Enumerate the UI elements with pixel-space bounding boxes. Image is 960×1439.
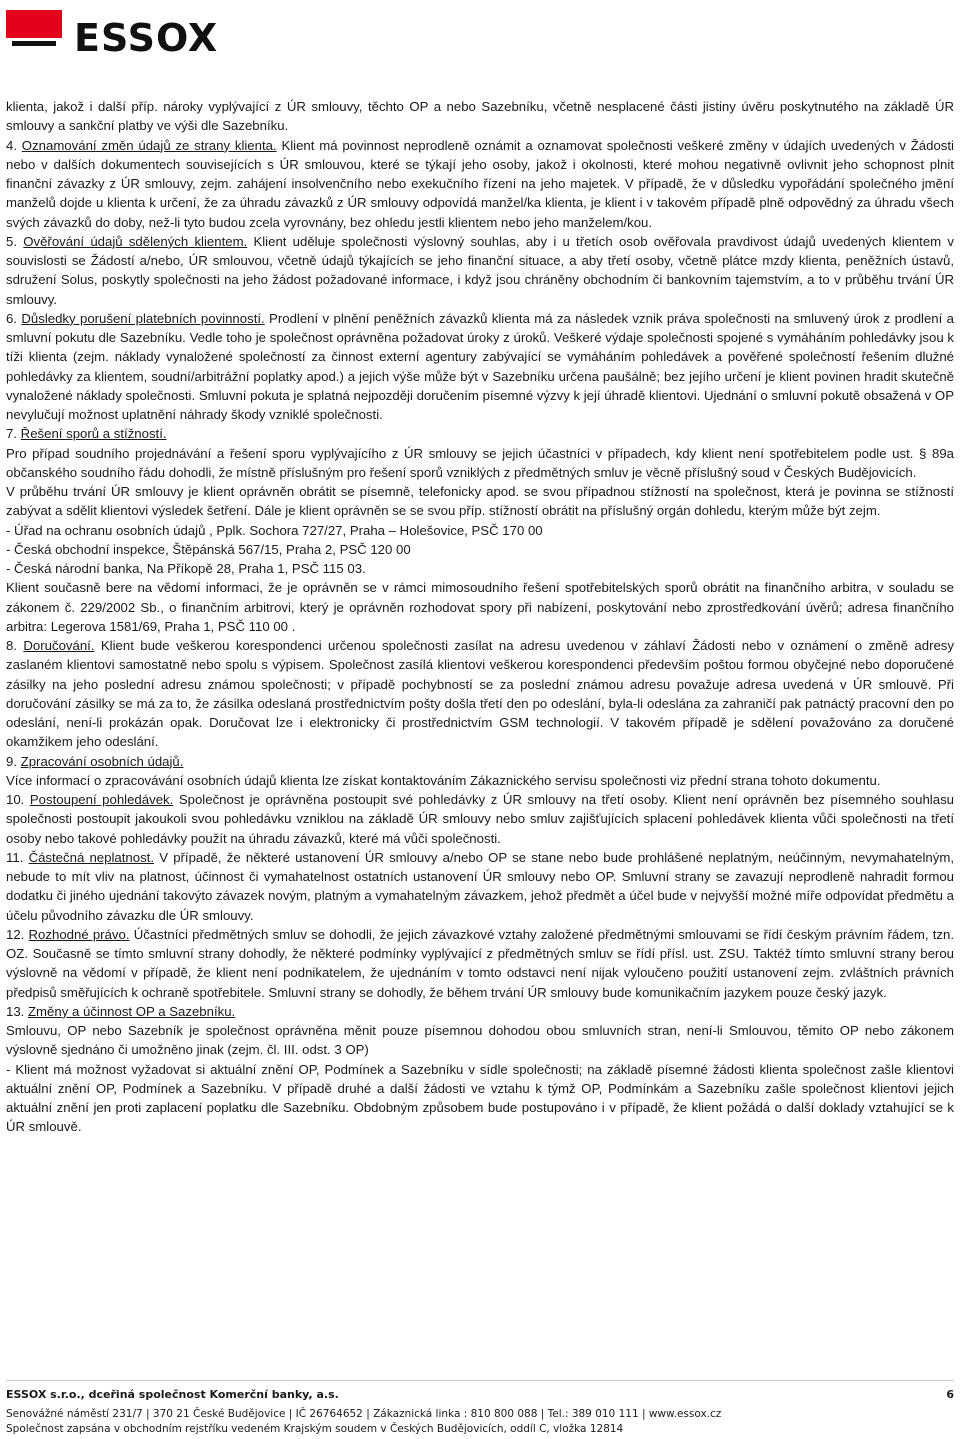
- paragraph: [6, 540, 954, 559]
- paragraph-text: Prodlení v plnění peněžních závazků klienta má za následek vznik práva společnosti na smluvený úrok z prodlení a smluvní pokutu dle Sazebníku. Vedle toho je společnost oprávněna požadovat úroky z úroků. Veškeré výdaje společnosti spojené s vymáháním pohledávky jsou k tíži klienta (zejm. náklady vynaložené společností za činnost externí agentury zabývající se vymáháním pohledávek a pověřené společností řešením dlužné pohledávky za klientem, soudní/arbitrážní poplatky apod.) a jejich výše může být v Sazebníku určena paušálně; bez jejího určení je klient povinen hradit skutečně vynaložené náklady společnosti. Smluvní pokuta je splatná nejpozději doručením písemné výzvy k její úhradě klientovi. Ujednání o smluvní pokutě obsažená v OP nevylučují možnost uplatnění náhrady škody vzniklé společnosti.: [6, 310, 954, 422]
- paragraph: [6, 790, 954, 848]
- section-number: 7.: [6, 426, 21, 442]
- section-title: Rozhodné právo.: [28, 926, 130, 942]
- paragraph-text: - Klient má možnost vyžadovat si aktuální znění OP, Podmínek a Sazebníku v sídle společnosti; na základě písemné žádosti klienta společnost zašle klientovi aktuální znění OP, Podmínek a Sazebníku. V případě druhé a další žádosti ve vztahu k týmž OP, Podmínkám a Sazebníku zašle společnost klientovi jejich aktuální znění jen proti zaplacení poplatku dle Sazebníku. Obdobným způsobem bude postupováno i v případě, že klient požádá o další doklady vztahující se k ÚR smlouvě.: [6, 1061, 954, 1135]
- paragraph-text: V případě, že některé ustanovení ÚR smlouvy a/nebo OP se stane nebo bude prohlášené neplatným, neúčinným, nevymahatelným, nebude to mít vliv na platnost, účinnost či vymahatelnost ostatních ustanovení ÚR smlouvy nebo OP. Smluvní strany se zavazují neprodleně nahradit formou dodatku či jiného ujednání takovýto závazek novým, platným a vymahatelným závazkem, jehož předmět a účel bude v nejvyšší možné míře odpovídat předmětu a účelu původního závazku dle ÚR smlouvy.: [6, 849, 954, 923]
- paragraph-text: - Česká obchodní inspekce, Štěpánská 567/15, Praha 2, PSČ 120 00: [6, 541, 411, 557]
- paragraph: [6, 559, 954, 578]
- section-number: 4.: [6, 137, 22, 153]
- paragraph: [6, 309, 954, 425]
- paragraph: [6, 848, 954, 925]
- brand-name: ESSOX: [74, 16, 219, 60]
- paragraph-text: Klient současně bere na vědomí informaci, že je oprávněn se v rámci mimosoudního řešení spotřebitelských sporů obrátit na finančního arbitra, v souladu se zákonem č. 229/2002 Sb., o finančním arbitrovi, který je oprávněn rozhodovat spory při nabízení, poskytování nebo zprostředkování úvěrů; adresa finančního arbitra: Legerova 1581/69, Praha 1, PSČ 110 00 .: [6, 580, 954, 634]
- section-number: 13.: [6, 1003, 28, 1019]
- section-title: Zpracování osobních údajů.: [20, 753, 184, 769]
- section-number: 10.: [6, 792, 30, 807]
- paragraph-text: Více informací o zpracovávání osobních údajů klienta lze získat kontaktováním Zákaznického servisu společnosti viz přední strana tohoto dokumentu.: [6, 772, 881, 788]
- paragraph-text: Klient uděluje společnosti výslovný souhlas, aby i u třetích osob ověřovala pravdivost údajů uvedených klientem v souvislosti se Žádostí a/nebo, ÚR smlouvou, včetně údajů týkajících se jeho finanční situace, a aby třetí osoby, včetně plátce mzdy klienta, peněžních ústavů, sdružení Solus, poskytly společnosti na jeho žádost požadované informace, i když jsou chráněny obchodním či bankovním tajemstvím, a to v průběhu trvání ÚR smlouvy.: [6, 233, 955, 307]
- section-title: Doručování.: [23, 638, 95, 653]
- paragraph: [6, 1060, 954, 1137]
- paragraph: [6, 1002, 954, 1021]
- section-number: 8.: [6, 638, 24, 653]
- footer-address: Senovážné náměstí 231/7 | 370 21 České Budějovice | IČ 26764652 | Zákaznická linka : 810 800 088 | Tel.: 389 010 111 | www.essox.cz: [6, 1408, 722, 1420]
- paragraph-text: V průběhu trvání ÚR smlouvy je klient oprávněn obrátit se písemně, telefonicky apod. se svou případnou stížností na společnost, která je povinna se stížností zabývat a sdělit klientovi výsledek šetření. Dále je klient oprávněn se se svou příp. stížností obrátit na příslušný orgán dohledu, kterým může být zejm.: [6, 484, 954, 519]
- paragraph: [6, 424, 954, 443]
- paragraph-text: Smlouvu, OP nebo Sazebník je společnost oprávněna měnit pouze písemnou dohodou obou smluvních stran, není-li Smlouvou, těmito OP nebo zákonem výslovně sjednáno či umožněno jinak (zejm. čl. III. odst. 3 OP): [6, 1023, 954, 1058]
- paragraph-text: Pro případ soudního projednávání a řešení sporu vyplývajícího z ÚR smlouvy se jejich účastníci v případech, kdy klient není spotřebitelem podle ust. § 89a občanského soudního řádu dohodli, že místně příslušným pro řešení sporů vzniklých z předmětných smluv je věcně příslušný soud v Českých Budějovicích.: [6, 445, 954, 480]
- section-number: 5.: [6, 233, 24, 249]
- paragraph-text: Společnost je oprávněna postoupit své pohledávky z ÚR smlouvy na třetí osoby. Klient není oprávněn bez písemného souhlasu společnosti postoupit jakoukoli svou pohledávku vzniklou na základě ÚR smlouvy nebo smluv zajišťujících splacení pohledávek klienta vůči společnosti na třetí osoby nebo takové pohledávky použít na úhradu závazků, které má vůči společnosti.: [6, 792, 955, 846]
- page-number: 6: [946, 1388, 954, 1401]
- footer-company: ESSOX s.r.o., dceřiná společnost Komerční banky, a.s.: [6, 1388, 339, 1401]
- paragraph: [6, 578, 954, 636]
- document-body: [6, 97, 954, 1137]
- paragraph-text: - Česká národní banka, Na Příkopě 28, Praha 1, PSČ 115 03.: [6, 561, 366, 576]
- section-title: Oznamování změn údajů ze strany klienta.: [21, 137, 277, 153]
- section-title: Řešení sporů a stížností.: [20, 426, 167, 442]
- section-title: Postoupení pohledávek.: [29, 792, 174, 807]
- paragraph: [6, 752, 954, 771]
- section-number: 11.: [6, 849, 29, 865]
- paragraph: [6, 1021, 954, 1060]
- paragraph-text: - Úřad na ochranu osobních údajů , Pplk. Sochora 727/27, Praha – Holešovice, PSČ 170 00: [6, 522, 543, 538]
- paragraph: [6, 771, 954, 790]
- paragraph-text: Účastníci předmětných smluv se dohodli, že jejich závazkové vztahy založené předmětnými smlouvami se řídí českým právním řádem, tzn. OZ. Současně se tímto smluvní strany dohodly, že některé podmínky vyplývající z předmětných smluv se řídí přísl. ust. ZSU. Taktéž tímto smluvní strany berou výslovně na vědomí v případě, že klient není podnikatelem, že ujednáním v tomto odstavci není nijak vyloučeno použití ustanovení zejm. zvláštních právních předpisů směřujících k ochraně spotřebitele. Smluvní strany se dohodly, že během trvání ÚR smlouvy bude komunikačním jazykem pouze český jazyk.: [6, 926, 954, 1000]
- paragraph-text: Klient má povinnost neprodleně oznámit a oznamovat společnosti veškeré změny v údajích uvedených v Žádosti nebo v dalších dokumentech souvisejících s ÚR smlouvou, které se týkají jeho osoby, jakož i okolnosti, které mohou negativně ovlivnit jeho schopnost plnit finanční závazky z ÚR smlouvy, zejm. zahájení insolvenčního nebo exekučního řízení na jeho majetek. V případě, že v důsledku vypořádání společného jmění manželů dojde u klienta k určení, že za úhradu závazků z ÚR smlouvy odpovídá manžel/ka klienta, je klient i v takovém případě plně odpovědný za úhradu všech svých závazků do doby, než-li tyto budou zcela vyrovnány, bez ohledu jestli klientem nebo jeho manželem/kou.: [6, 137, 954, 230]
- paragraph: [6, 636, 954, 752]
- paragraph: [6, 482, 954, 521]
- footer-registry: Společnost zapsána v obchodním rejstříku vedeném Krajským soudem v Českých Budějovicích, oddíl C, vložka 12814: [6, 1423, 624, 1435]
- section-title: Ověřování údajů sdělených klientem.: [23, 233, 248, 249]
- paragraph: [6, 136, 954, 232]
- section-title: Změny a účinnost OP a Sazebníku.: [28, 1003, 236, 1019]
- section-title: Důsledky porušení platebních povinností.: [21, 310, 265, 326]
- paragraph-text: Klient bude veškerou korespondenci určenou společnosti zasílat na adresu uvedenou v záhlaví Žádosti nebo v oznámení o změně adresy zaslaném klientovi samostatně nebo spolu s výpisem. Společnost zasílá klientovi veškerou korespondenci především poštou formou obyčejné nebo doporučené zásilky na jeho poslední adresu známou společnosti; v případě pochybností se za poslední známou adresu považuje adresa uvedená v ÚR smlouvě. Při doručování zásilky se má za to, že zásilka odeslaná prostřednictvím pošty došla třetí den po odeslání, byla-li odeslána za zahraničí pak patnáctý pracovní den po odeslání, není-li prokázán opak. Doručovat lze i elektronicky či prostřednictvím GSM technologií. V takovém případě je sdělení považováno za doručené okamžikem jeho odeslání.: [6, 638, 954, 750]
- paragraph-text: klienta, jakož i další příp. nároky vyplývající z ÚR smlouvy, těchto OP a nebo Sazebníku, včetně nesplacené části jistiny úvěru poskytnutého na základě ÚR smlouvy a sankční platby ve výši dle Sazebníku.: [6, 99, 954, 134]
- section-number: 12.: [6, 926, 29, 942]
- paragraph: [6, 232, 954, 309]
- section-number: 9.: [6, 753, 21, 769]
- paragraph: [6, 521, 954, 540]
- paragraph: [6, 444, 954, 483]
- footer-divider: [6, 1380, 954, 1381]
- essox-logo: [6, 8, 218, 68]
- page-footer: [6, 1380, 954, 1437]
- essox-logo-mark-icon: [6, 10, 62, 66]
- paragraph: [6, 97, 954, 136]
- paragraph: [6, 925, 954, 1002]
- section-number: 6.: [6, 310, 22, 326]
- section-title: Částečná neplatnost.: [28, 849, 154, 865]
